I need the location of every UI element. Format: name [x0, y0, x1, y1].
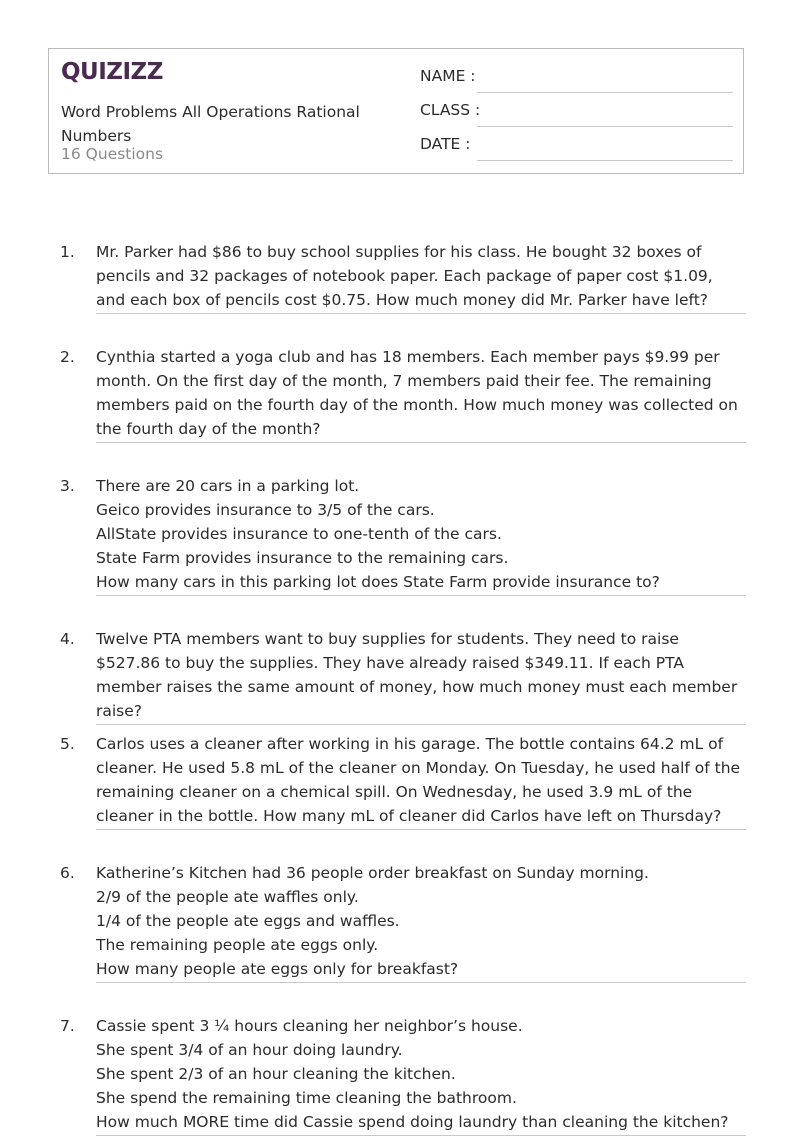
worksheet-title: Word Problems All Operations Rational Numbers: [61, 103, 360, 145]
name-label: NAME :: [420, 67, 476, 85]
question-count: 16 Questions: [61, 145, 164, 163]
question-text: Carlos uses a cleaner after working in his garage. The bottle contains 64.2 mL of cleaner. He used 5.8 mL of the cleaner on Monday. On Tuesday, he used half of the remaining cleaner on a chemical spill. On Wednesday, he used 3.9 mL of the cleaner in the bottle. How many mL of cleaner did Carlos have left on Thursday?: [96, 732, 746, 830]
question-text: Cynthia started a yoga club and has 18 members. Each member pays $9.99 per month. On the first day of the month, 7 members paid their fee. The remaining members paid on the fourth day of the month. How much money was collected on the fourth day of the month?: [96, 345, 746, 443]
date-field[interactable]: [420, 135, 733, 161]
name-field[interactable]: [420, 67, 733, 93]
question-number: 5.: [60, 735, 75, 753]
name-line: [477, 92, 733, 93]
question-text: There are 20 cars in a parking lot. Geico provides insurance to 3/5 of the cars. AllState provides insurance to one-tenth of the cars. State Farm provides insurance to the remaining cars. How many cars in this parking lot does State Farm provide insurance to?: [96, 474, 746, 596]
question-5: [60, 732, 746, 830]
question-number: 3.: [60, 477, 75, 495]
question-4: [60, 627, 746, 725]
question-7: [60, 1014, 746, 1136]
question-text: Katherine’s Kitchen had 36 people order breakfast on Sunday morning. 2/9 of the people ate waffles only. 1/4 of the people ate eggs and waffles. The remaining people ate eggs only. How many people ate eggs only for breakfast?: [96, 861, 746, 983]
date-label: DATE :: [420, 135, 471, 153]
question-number: 1.: [60, 243, 75, 261]
class-line: [477, 126, 733, 127]
class-label: CLASS :: [420, 101, 481, 119]
quizizz-logo: QUIZIZZ: [61, 59, 163, 85]
question-text: Twelve PTA members want to buy supplies for students. They need to raise $527.86 to buy the supplies. They have already raised $349.11. If each PTA member raises the same amount of money, how much money must each member raise?: [96, 627, 746, 725]
question-text: Cassie spent 3 ¼ hours cleaning her neighbor’s house. She spent 3/4 of an hour doing laundry. She spent 2/3 of an hour cleaning the kitchen. She spend the remaining time cleaning the bathroom. How much MORE time did Cassie spend doing laundry than cleaning the kitchen?: [96, 1014, 746, 1136]
question-3: [60, 474, 746, 596]
class-field[interactable]: [420, 101, 733, 127]
worksheet-header: [48, 48, 744, 174]
question-1: [60, 240, 746, 314]
question-number: 2.: [60, 348, 75, 366]
question-6: [60, 861, 746, 983]
date-line: [477, 160, 733, 161]
question-number: 4.: [60, 630, 75, 648]
question-2: [60, 345, 746, 443]
question-number: 7.: [60, 1017, 75, 1035]
question-text: Mr. Parker had $86 to buy school supplies for his class. He bought 32 boxes of pencils and 32 packages of notebook paper. Each package of paper cost $1.09, and each box of pencils cost $0.75. How much money did Mr. Parker have left?: [96, 240, 746, 314]
question-number: 6.: [60, 864, 75, 882]
